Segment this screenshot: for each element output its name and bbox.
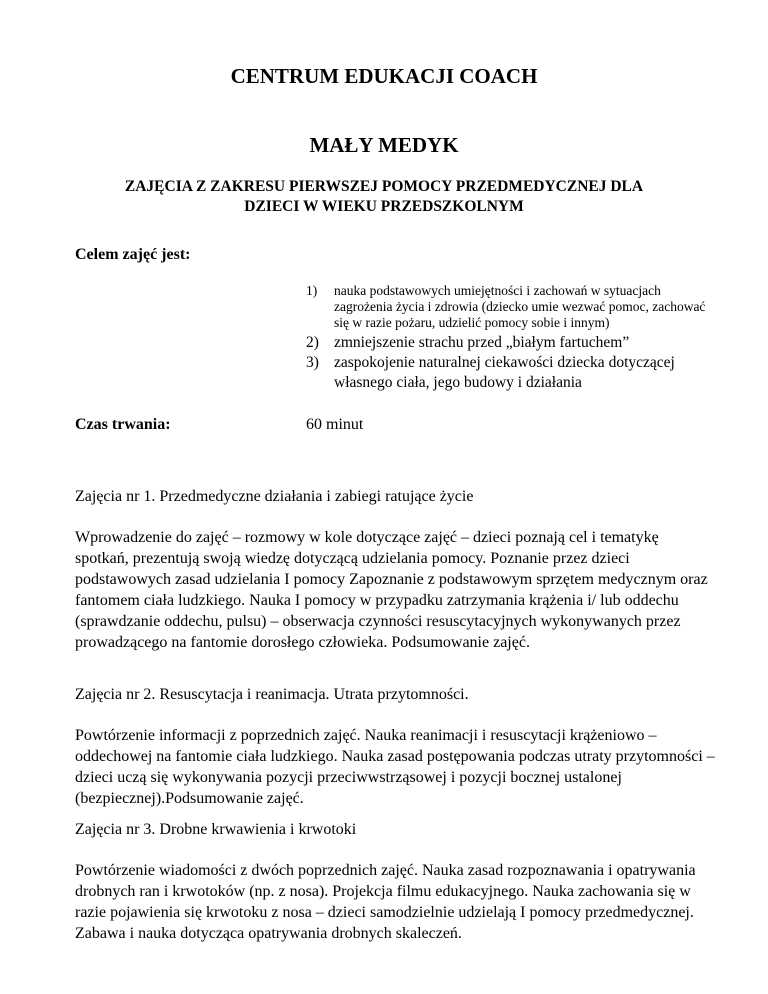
session-2-description: Powtórzenie informacji z poprzednich zajęć. Nauka reanimacji i resuscytacji krążeniowo – oddechowej na fantomie ciała ludzkiego. Nauka zasad postępowania podczas utraty przytomności – dzieci uczą się wykonywania pozycji przeciwwstrząsowej i pozycji bocznej ustalonej (bezpiecznej).Podsumowanie zajęć. bbox=[75, 727, 715, 807]
goal-text: nauka podstawowych umiejętności i zachowań w sytuacjach zagrożenia życia i zdrowia (dziecko umie wezwać pomoc, zachować się w razie pożaru, udzielić pomocy sobie i innym) bbox=[334, 283, 706, 330]
session-1-title: Zajęcia nr 1. Przedmedyczne działania i zabiegi ratujące życie bbox=[75, 488, 474, 505]
goal-number: 3) bbox=[306, 354, 319, 371]
goal-item bbox=[306, 353, 706, 393]
goal-text: zmniejszenie strachu przed „białym fartuchem” bbox=[334, 334, 630, 351]
session-3-description: Powtórzenie wiadomości z dwóch poprzednich zajęć. Nauka zasad rozpoznawania i opatrywania drobnych ran i krwotoków (np. z nosa). Projekcja filmu edukacyjnego. Nauka zachowania się w razie pojawienia się krwotoku z nosa – dzieci samodzielnie udzielają I pomocy przedmedycznej. Zabawa i nauka dotycząca opatrywania drobnych skaleczeń. bbox=[75, 862, 696, 942]
goal-item bbox=[306, 283, 706, 331]
session-2-title: Zajęcia nr 2. Resuscytacja i reanimacja. Utrata przytomności. bbox=[75, 686, 469, 703]
duration-value: 60 minut bbox=[306, 416, 364, 433]
duration-label: Czas trwania: bbox=[75, 416, 171, 433]
program-title: MAŁY MEDYK bbox=[309, 133, 459, 157]
goals-list bbox=[306, 283, 706, 393]
organization-title: CENTRUM EDUKACJI COACH bbox=[230, 64, 538, 88]
goal-item bbox=[306, 333, 706, 353]
session-3-title: Zajęcia nr 3. Drobne krwawienia i krwotoki bbox=[75, 821, 357, 838]
subtitle-line-1: ZAJĘCIA Z ZAKRESU PIERWSZEJ POMOCY PRZEDMEDYCZNEJ DLA bbox=[124, 178, 644, 195]
goal-text: zaspokojenie naturalnej ciekawości dziecka dotyczącej własnego ciała, jego budowy i działania bbox=[334, 354, 675, 391]
goal-number: 1) bbox=[306, 283, 318, 298]
goal-number: 2) bbox=[306, 334, 319, 351]
goals-label: Celem zajęć jest: bbox=[75, 246, 191, 263]
session-1-description: Wprowadzenie do zajęć – rozmowy w kole dotyczące zajęć – dzieci poznają cel i tematykę spotkań, prezentują swoją wiedzę dotyczącą udzielania pomocy. Poznanie przez dzieci podstawowych zasad udzielania I pomocy Zapoznanie z podstawowym sprzętem medycznym oraz fantomem ciała ludzkiego. Nauka I pomocy w przypadku zatrzymania krążenia i/ lub oddechu (sprawdzanie oddechu, pulsu) – obserwacja czynności resuscytacyjnych wykonywanych przez prowadzącego na fantomie dorosłego człowieka. Podsumowanie zajęć. bbox=[75, 529, 708, 651]
program-subtitle bbox=[0, 177, 768, 217]
subtitle-line-2: DZIECI W WIEKU PRZEDSZKOLNYM bbox=[244, 198, 524, 215]
